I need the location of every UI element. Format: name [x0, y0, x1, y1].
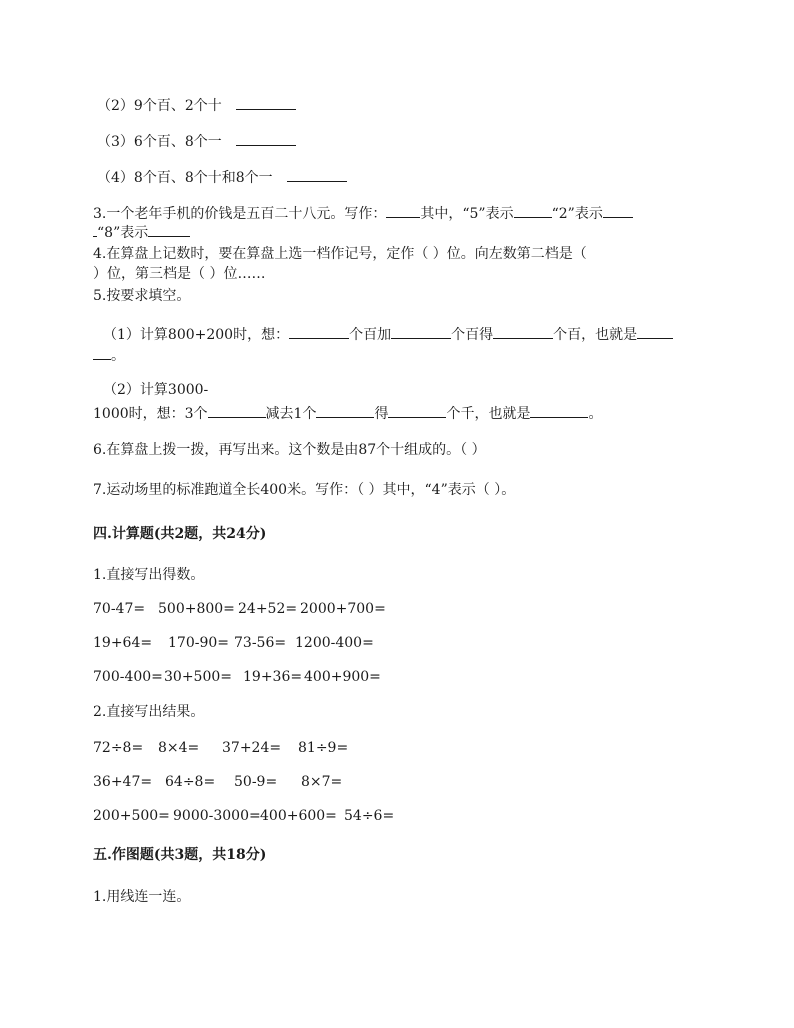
- calc-item: 1200-400=: [295, 635, 374, 651]
- item-text: （4）8个百、8个十和8个一: [97, 170, 273, 186]
- answer-blank[interactable]: [530, 403, 588, 418]
- question-text: 得: [374, 406, 389, 422]
- question-text: ）位，第三档是（ ）位……: [93, 266, 266, 282]
- answer-blank[interactable]: [391, 324, 451, 339]
- calc-item: 170-90=: [168, 635, 229, 651]
- answer-blank[interactable]: [514, 203, 552, 218]
- calc-item: 500+800=: [158, 601, 235, 617]
- item-2-3: [97, 131, 296, 151]
- question-4-cont: [93, 265, 265, 283]
- question-7: [93, 481, 515, 499]
- question-4: [93, 245, 587, 263]
- calc-item: 9000-3000=: [173, 808, 261, 824]
- question-text: “2”表示: [551, 206, 603, 222]
- calc-item: 8×4=: [158, 740, 200, 756]
- answer-blank[interactable]: [236, 95, 296, 110]
- question-text: 个百加: [349, 327, 392, 343]
- answer-blank[interactable]: [208, 403, 266, 418]
- answer-blank[interactable]: [316, 403, 374, 418]
- calc-item: 36+47=: [93, 774, 153, 790]
- item-2-2: [97, 95, 296, 115]
- answer-blank[interactable]: [148, 222, 190, 237]
- calc-item: 8×7=: [301, 774, 343, 790]
- question-text: 个百得: [451, 327, 494, 343]
- question-5-1-cont: [93, 345, 125, 365]
- item-text: （2）9个百、2个十: [97, 98, 222, 114]
- calc-item: 70-47=: [93, 601, 146, 617]
- question-text: 。: [111, 348, 125, 364]
- question-text: （2）计算3000-: [103, 382, 209, 398]
- section-4-q1-title: 1.直接写出得数。: [93, 567, 205, 583]
- question-5-1: [103, 324, 673, 344]
- calc-item: 19+64=: [93, 635, 153, 651]
- answer-blank[interactable]: [637, 324, 673, 339]
- calc-item: 400+900=: [304, 669, 381, 685]
- question-3: [93, 203, 633, 223]
- calc-item: 19+36=: [243, 669, 303, 685]
- section-4-title: 四.计算题(共2题，共24分): [93, 526, 267, 542]
- calc-item: 54÷6=: [344, 808, 395, 824]
- calc-item: 200+500=: [93, 808, 170, 824]
- calc-item: 400+600=: [260, 808, 337, 824]
- calc-item: 50-9=: [234, 774, 278, 790]
- question-6: [93, 441, 486, 459]
- question-text: （1）计算800+200时，想：: [103, 327, 290, 343]
- question-text: 。: [588, 406, 603, 422]
- question-text: 1000时，想：3个: [93, 406, 208, 422]
- calc-item: 81÷9=: [298, 740, 349, 756]
- question-5: [93, 287, 190, 305]
- question-3-cont: [93, 222, 190, 242]
- question-5-2-cont: [93, 403, 602, 423]
- item-text: （3）6个百、8个一: [97, 134, 222, 150]
- calc-item: 2000+700=: [300, 601, 386, 617]
- calc-item: 700-400=: [93, 669, 163, 685]
- calc-item: 73-56=: [234, 635, 287, 651]
- calc-item: 24+52=: [238, 601, 298, 617]
- question-text: 6.在算盘上拨一拨，再写出来。这个数是由87个十组成的。（ ）: [93, 442, 486, 458]
- calc-item: 72÷8=: [93, 740, 144, 756]
- answer-blank[interactable]: [236, 131, 296, 146]
- calc-item: 64÷8=: [165, 774, 216, 790]
- answer-blank[interactable]: [93, 345, 111, 360]
- question-text: 减去1个: [265, 406, 317, 422]
- question-text: 个千，也就是: [446, 406, 531, 422]
- section-4-q2-title: 2.直接写出结果。: [93, 704, 205, 720]
- answer-blank[interactable]: [386, 203, 420, 218]
- question-text: 4.在算盘上记数时，要在算盘上选一档作记号，定作（ ）位。向左数第二档是（: [93, 246, 587, 262]
- question-text: 个百，也就是: [553, 327, 638, 343]
- answer-blank[interactable]: [287, 167, 347, 182]
- question-text: 7.运动场里的标准跑道全长400米。写作：（ ）其中，“4”表示（ ）。: [93, 482, 516, 498]
- answer-blank[interactable]: [603, 203, 633, 218]
- question-text: “8”表示: [97, 225, 149, 241]
- question-text: 3.一个老年手机的价钱是五百二十八元。写作：: [93, 206, 387, 222]
- calc-item: 37+24=: [222, 740, 282, 756]
- question-text: 5.按要求填空。: [93, 288, 191, 304]
- item-2-4: [97, 167, 347, 187]
- answer-blank[interactable]: [493, 324, 553, 339]
- calc-item: 30+500=: [164, 669, 232, 685]
- answer-blank[interactable]: [388, 403, 446, 418]
- answer-blank[interactable]: [289, 324, 349, 339]
- section-5-q1-title: 1.用线连一连。: [93, 889, 191, 905]
- section-5-title: 五.作图题(共3题，共18分): [93, 847, 267, 863]
- question-5-2: [103, 381, 208, 399]
- question-text: 其中，“5”表示: [420, 206, 514, 222]
